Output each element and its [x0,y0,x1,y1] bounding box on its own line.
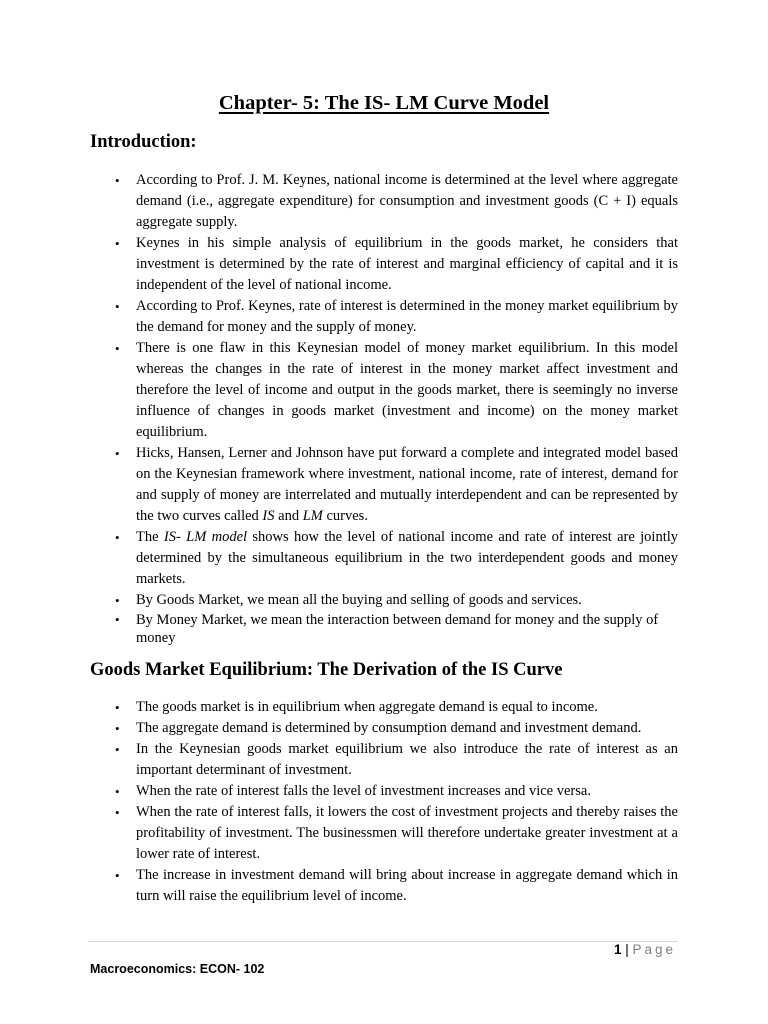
bullet-icon: • [115,742,120,757]
list-item: • Keynes in his simple analysis of equilibrium in the goods market, he considers that investment is determined by the rate of interest and marginal efficiency of capital and it is independent of the level of national income. [115,235,678,293]
list-item: • By Goods Market, we mean all the buying and selling of goods and services. [0,590,768,611]
bullet-icon: • [115,299,120,314]
bullet-icon: • [115,341,120,356]
bullet-icon: • [115,868,120,883]
list-item: • The aggregate demand is determined by consumption demand and investment demand. [0,718,768,739]
goods-market-bullet-list [0,697,768,907]
bullet-icon: • [115,446,120,461]
list-item: • In the Keynesian goods market equilibrium we also introduce the rate of interest as an important determinant of investment. [115,741,678,778]
bullet-icon: • [115,721,120,736]
list-item: • According to Prof. J. M. Keynes, national income is determined at the level where aggregate demand (i.e., aggregate expenditure) for consumption and investment goods (C + I) equals aggregate supply. [115,172,678,230]
introduction-heading: Introduction: [90,132,197,152]
bullet-icon: • [115,612,120,627]
bullet-icon: • [115,784,120,799]
footer-divider [88,941,678,942]
list-item: • The increase in investment demand will bring about increase in aggregate demand which in turn will raise the equilibrium level of income. [115,867,678,904]
list-item: • There is one flaw in this Keynesian model of money market equilibrium. In this model whereas the changes in the rate of interest in the money market affect investment and therefore the level of income and output in the goods market, there is seemingly no inverse influence of changes in goods market (investment and income) on the money market equilibrium. [115,340,678,440]
introduction-bullet-list [0,170,768,647]
bullet-icon: • [115,173,120,188]
list-item: • When the rate of interest falls, it lowers the cost of investment projects and thereby raises the profitability of investment. The businessmen will therefore undertake greater investment at a lower rate of interest. [115,804,678,862]
bullet-icon: • [115,805,120,820]
footer-course-name: Macroeconomics: ECON- 102 [90,962,265,976]
list-item: • The goods market is in equilibrium when aggregate demand is equal to income. [0,697,768,718]
list-item: • By Money Market, we mean the interaction between demand for money and the supply of money [115,612,659,646]
list-item: • When the rate of interest falls the level of investment increases and vice versa. [0,781,768,802]
goods-market-heading: Goods Market Equilibrium: The Derivation of the IS Curve [90,660,563,680]
chapter-title: Chapter- 5: The IS- LM Curve Model [218,92,550,114]
bullet-icon: • [115,700,120,715]
bullet-icon: • [115,593,120,608]
page-number: 1 | Page [613,942,676,957]
list-item: • The IS- LM model shows how the level of national income and rate of interest are jointly determined by the simultaneous equilibrium in the two interdependent goods and money markets. [115,529,679,587]
list-item: • Hicks, Hansen, Lerner and Johnson have put forward a complete and integrated model based on the Keynesian framework where investment, national income, rate of interest, demand for and supply of money are interrelated and mutually interdependent and can be represented by the two curves called IS and LM curves. [115,445,678,524]
bullet-icon: • [115,530,120,545]
bullet-icon: • [115,236,120,251]
list-item: • According to Prof. Keynes, rate of interest is determined in the money market equilibrium by the demand for money and the supply of money. [115,298,678,335]
